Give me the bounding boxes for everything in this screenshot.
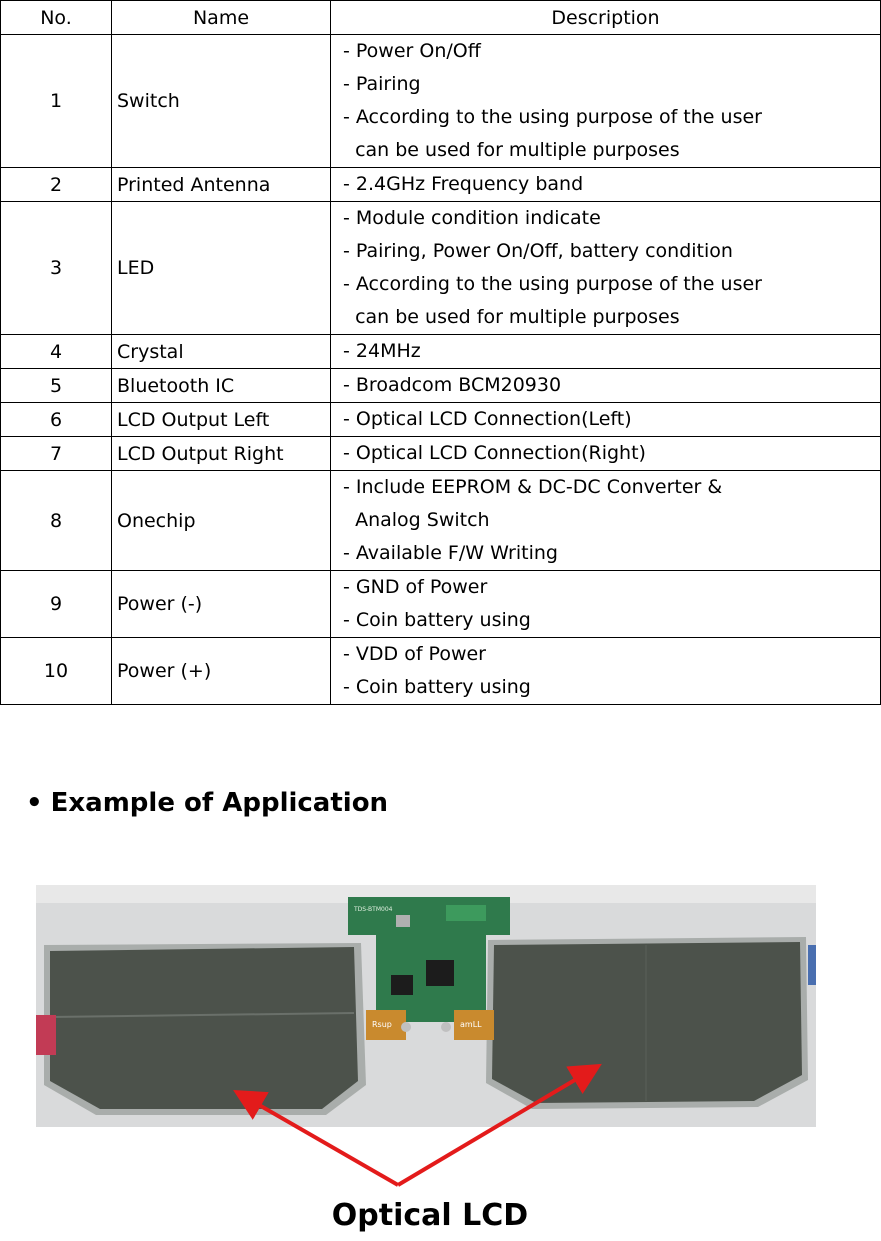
row-description [331, 202, 881, 335]
table-row [1, 369, 881, 403]
description-line: - Coin battery using [343, 609, 531, 631]
table-body [1, 35, 881, 705]
row-name: Bluetooth IC [112, 369, 331, 403]
table-row [1, 202, 881, 335]
pcb-antenna [446, 905, 486, 921]
description-line: - Include EEPROM & DC-DC Converter & [343, 476, 723, 498]
description-line: - Module condition indicate [343, 207, 601, 229]
header-name: Name [112, 1, 331, 35]
description-line: can be used for multiple purposes [343, 139, 680, 161]
row-description [331, 168, 881, 202]
row-description [331, 471, 881, 571]
table-row [1, 638, 881, 705]
table-row [1, 471, 881, 571]
description-line: - According to the using purpose of the user [343, 106, 762, 128]
description-line: can be used for multiple purposes [343, 306, 680, 328]
row-description [331, 335, 881, 369]
description-line: - VDD of Power [343, 643, 486, 665]
header-no: No. [1, 1, 112, 35]
pcb-switch [396, 915, 410, 927]
table-row [1, 168, 881, 202]
row-number: 10 [1, 638, 112, 705]
description-line: - According to the using purpose of the user [343, 273, 762, 295]
description-line: - Available F/W Writing [343, 542, 558, 564]
bluetooth-chip [426, 960, 454, 986]
row-number: 5 [1, 369, 112, 403]
photo-caption: Optical LCD [331, 1198, 529, 1233]
description-line: - Optical LCD Connection(Right) [343, 442, 646, 464]
left-connector-label: Rsup [372, 1020, 392, 1029]
row-name: Onechip [112, 471, 331, 571]
row-name: LCD Output Left [112, 403, 331, 437]
row-description [331, 571, 881, 638]
left-red-tab [36, 1015, 56, 1055]
description-line: - Pairing [343, 73, 421, 95]
row-number: 7 [1, 437, 112, 471]
description-line: - 2.4GHz Frequency band [343, 173, 584, 195]
row-number: 2 [1, 168, 112, 202]
row-description [331, 35, 881, 168]
header-description: Description [331, 1, 881, 35]
description-line: Analog Switch [343, 509, 490, 531]
right-connector-label: amLL [460, 1020, 482, 1029]
table-header-row [1, 1, 881, 35]
section-heading [26, 788, 388, 818]
table-row [1, 437, 881, 471]
row-name: Printed Antenna [112, 168, 331, 202]
row-description [331, 437, 881, 471]
right-contact [441, 1022, 451, 1032]
pcb-silkscreen: TDS-BTM004 [354, 906, 393, 913]
row-number: 9 [1, 571, 112, 638]
row-number: 3 [1, 202, 112, 335]
description-line: - Pairing, Power On/Off, battery condition [343, 240, 733, 262]
description-line: - 24MHz [343, 340, 421, 362]
row-description [331, 638, 881, 705]
row-name: Power (-) [112, 571, 331, 638]
description-line: - Broadcom BCM20930 [343, 374, 562, 396]
bullet-icon: • [26, 788, 43, 818]
row-number: 4 [1, 335, 112, 369]
row-number: 8 [1, 471, 112, 571]
description-line: - Optical LCD Connection(Left) [343, 408, 632, 430]
row-name: Crystal [112, 335, 331, 369]
row-name: LED [112, 202, 331, 335]
row-name: Power (+) [112, 638, 331, 705]
left-lcd-panel [50, 947, 358, 1109]
row-name: LCD Output Right [112, 437, 331, 471]
row-number: 1 [1, 35, 112, 168]
description-line: - Power On/Off [343, 40, 481, 62]
left-contact [401, 1022, 411, 1032]
row-description [331, 369, 881, 403]
row-number: 6 [1, 403, 112, 437]
section-title: Example of Application [50, 788, 389, 818]
table-row [1, 571, 881, 638]
right-lcd-panel [492, 942, 802, 1103]
application-photo [36, 885, 816, 1127]
row-description [331, 403, 881, 437]
table-row [1, 335, 881, 369]
onechip [391, 975, 413, 995]
table-row [1, 403, 881, 437]
right-blue-tab [808, 945, 816, 985]
row-name: Switch [112, 35, 331, 168]
table-row [1, 35, 881, 168]
description-line: - GND of Power [343, 576, 488, 598]
description-line: - Coin battery using [343, 676, 531, 698]
